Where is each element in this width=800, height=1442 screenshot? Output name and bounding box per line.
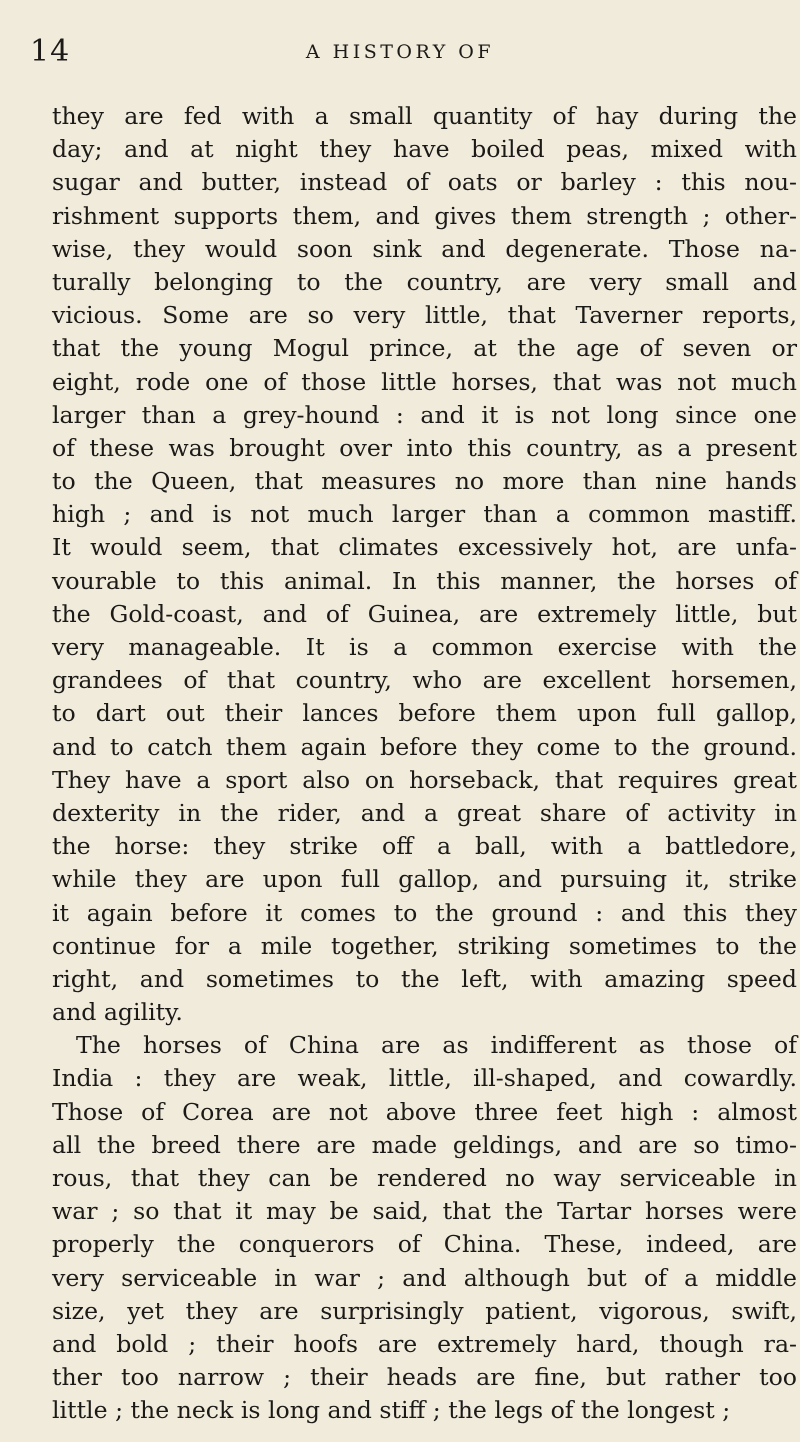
text-line: and to catch them again before they come to the ground.: [52, 732, 797, 761]
running-head: [0, 34, 800, 74]
text-line: India : they are weak, little, ill-shaped, and cowardly.: [52, 1064, 797, 1093]
text-line: and agility.: [52, 998, 183, 1027]
text-line: while they are upon full gallop, and pursuing it, strike: [52, 865, 797, 894]
text-line: all the breed there are made geldings, and are so timo-: [52, 1130, 797, 1159]
text-line: to dart out their lances before them upon full gallop,: [52, 699, 797, 728]
text-line: day; and at night they have boiled peas, mixed with: [52, 135, 797, 164]
text-line: rous, that they can be rendered no way serviceable in: [52, 1164, 797, 1192]
text-line: to the Queen, that measures no more than nine hands: [52, 467, 797, 496]
text-line: the horse: they strike off a ball, with a battledore,: [52, 832, 797, 861]
text-line: size, yet they are surprisingly patient, vigorous, swift,: [52, 1296, 797, 1325]
text-line: properly the conquerors of China. These, indeed, are: [52, 1230, 797, 1259]
text-line: The horses of China are as indifferent as those of: [76, 1031, 797, 1060]
text-line: the Gold-coast, and of Guinea, are extremely little, but: [52, 599, 797, 628]
text-line: of these was brought over into this country, as a present: [52, 433, 797, 462]
text-line: vourable to this animal. In this manner, the horses of: [52, 566, 797, 595]
text-line: war ; so that it may be said, that the Tartar horses were: [52, 1197, 797, 1226]
text-line: eight, rode one of those little horses, that was not much: [52, 367, 797, 396]
text-line: they are fed with a small quantity of hay during the: [52, 102, 797, 130]
running-title: A HISTORY OF: [305, 41, 495, 63]
text-line: Those of Corea are not above three feet high : almost: [52, 1097, 797, 1126]
text-line: wise, they would soon sink and degenerate. Those na-: [52, 234, 797, 263]
text-line: it again before it comes to the ground : and this they: [52, 898, 797, 927]
text-line: sugar and butter, instead of oats or barley : this nou-: [52, 168, 797, 197]
text-line: dexterity in the rider, and a great share of activity in: [52, 798, 797, 827]
text-line: larger than a grey-hound : and it is not long since one: [52, 400, 797, 429]
text-line: grandees of that country, who are excellent horsemen,: [52, 666, 797, 695]
text-line: rishment supports them, and gives them strength ; other-: [52, 201, 797, 230]
text-line: little ; the neck is long and stiff ; the legs of the longest ;: [52, 1396, 731, 1425]
text-line: and bold ; their hoofs are extremely hard, though ra-: [52, 1329, 797, 1358]
text-line: high ; and is not much larger than a common mastiff.: [52, 500, 797, 529]
text-line: that the young Mogul prince, at the age of seven or: [52, 334, 797, 363]
text-line: vicious. Some are so very little, that Taverner reports,: [52, 301, 797, 330]
text-line: ther too narrow ; their heads are fine, but rather too: [52, 1363, 797, 1392]
body-text: [52, 100, 797, 1428]
text-line: very serviceable in war ; and although but of a middle: [52, 1263, 797, 1292]
text-line: very manageable. It is a common exercise with the: [52, 633, 797, 661]
text-line: It would seem, that climates excessively hot, are unfa-: [52, 533, 797, 562]
page-number: 14: [30, 34, 71, 69]
text-line: turally belonging to the country, are very small and: [52, 267, 797, 296]
text-line: They have a sport also on horseback, that requires great: [52, 765, 797, 794]
text-line: continue for a mile together, striking sometimes to the: [52, 931, 797, 960]
text-line: right, and sometimes to the left, with amazing speed: [52, 964, 797, 993]
